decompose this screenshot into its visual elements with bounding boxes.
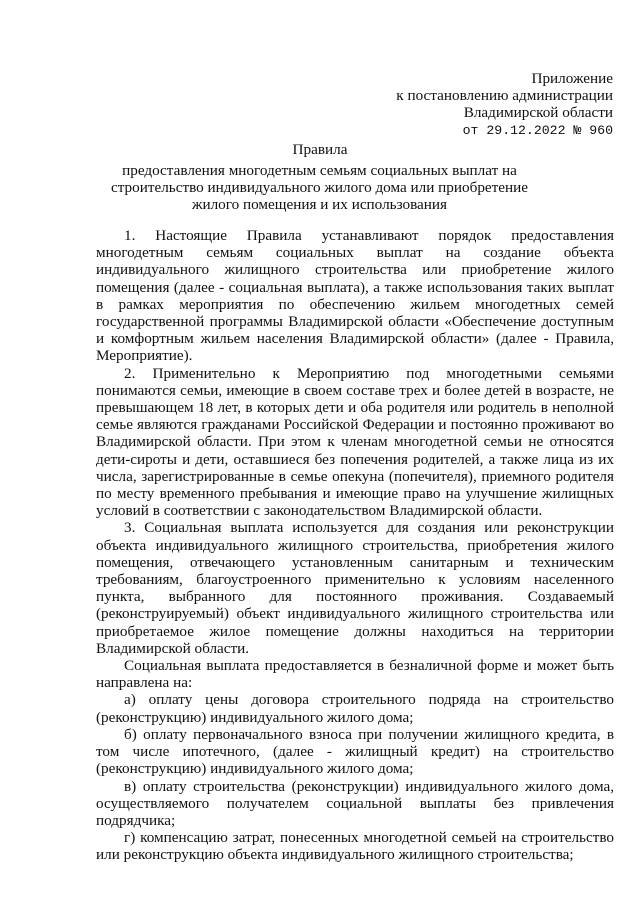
header-appendix: Приложение <box>531 70 613 87</box>
paragraph-4: Социальная выплата предоставляется в безналичной форме и может быть направлена на: <box>96 657 614 692</box>
document-body <box>96 227 614 864</box>
paragraph-3: 3. Социальная выплата используется для создания или реконструкции объекта индивидуального жилищного строительства, приобретения жилого помещения, отвечающего установленным санитарным и техническим требованиям, благоустроенного применительно к условиям населенного пункта, выбранного для постоянного проживания. Создаваемый (реконструируемый) объект индивидуального жилищного строительства или приобретаемое жилое помещение должны находиться на территории Владимирской области. <box>96 519 614 657</box>
paragraph-2: 2. Применительно к Мероприятию под многодетными семьями понимаются семьи, имеющие в своем составе трех и более детей в возрасте, не превышающем 18 лет, в которых дети и оба родителя или родитель в неполной семье являются гражданами Российской Федерации и постоянно проживают во Владимирской области. При этом к членам многодетной семьи не относятся дети-сироты и дети, оставшиеся без попечения родителей, а также лица из их числа, зарегистрированные в семье опекуна (попечителя), приемного родителя по месту временного пребывания и имеющие право на улучшение жилищных условий в соответствии с законодательством Владимирской области. <box>96 364 614 520</box>
header-resolution: к постановлению администрации <box>396 87 613 105</box>
list-item-v: в) оплату строительства (реконструкции) индивидуального жилого дома, осуществляемого получателем социальной выплаты без привлечения подрядчика; <box>96 777 614 829</box>
document-subtitle: предоставления многодетным семьям социальных выплат на строительство индивидуального жилого дома или приобретение жилого помещения и их использования <box>110 162 529 214</box>
list-item-g: г) компенсацию затрат, понесенных многодетной семьей на строительство или реконструкцию объекта индивидуального жилищного строительства; <box>96 829 614 864</box>
header-date-number: от 29.12.2022 № 960 <box>462 122 613 138</box>
document-title: Правила <box>292 141 348 158</box>
header-region: Владимирской области <box>463 104 613 122</box>
list-item-a: а) оплату цены договора строительного подряда на строительство (реконструкцию) индивидуального жилого дома; <box>96 691 614 726</box>
document-header <box>396 70 613 139</box>
list-item-b: б) оплату первоначального взноса при получении жилищного кредита, в том числе ипотечного, (далее - жилищный кредит) на строительство (реконструкцию) индивидуального жилого дома; <box>96 725 614 778</box>
paragraph-1: 1. Настоящие Правила устанавливают порядок предоставления многодетным семьям социальных выплат на создание объекта индивидуального жилищного строительства или приобретение жилого помещения (далее - социальная выплата), а также использования таких выплат в рамках мероприятия по обеспечению жильем многодетных семей государственной программы Владимирской области «Обеспечение доступным и комфортным жильем населения Владимирской области» (далее - Правила, Мероприятие). <box>96 227 614 365</box>
